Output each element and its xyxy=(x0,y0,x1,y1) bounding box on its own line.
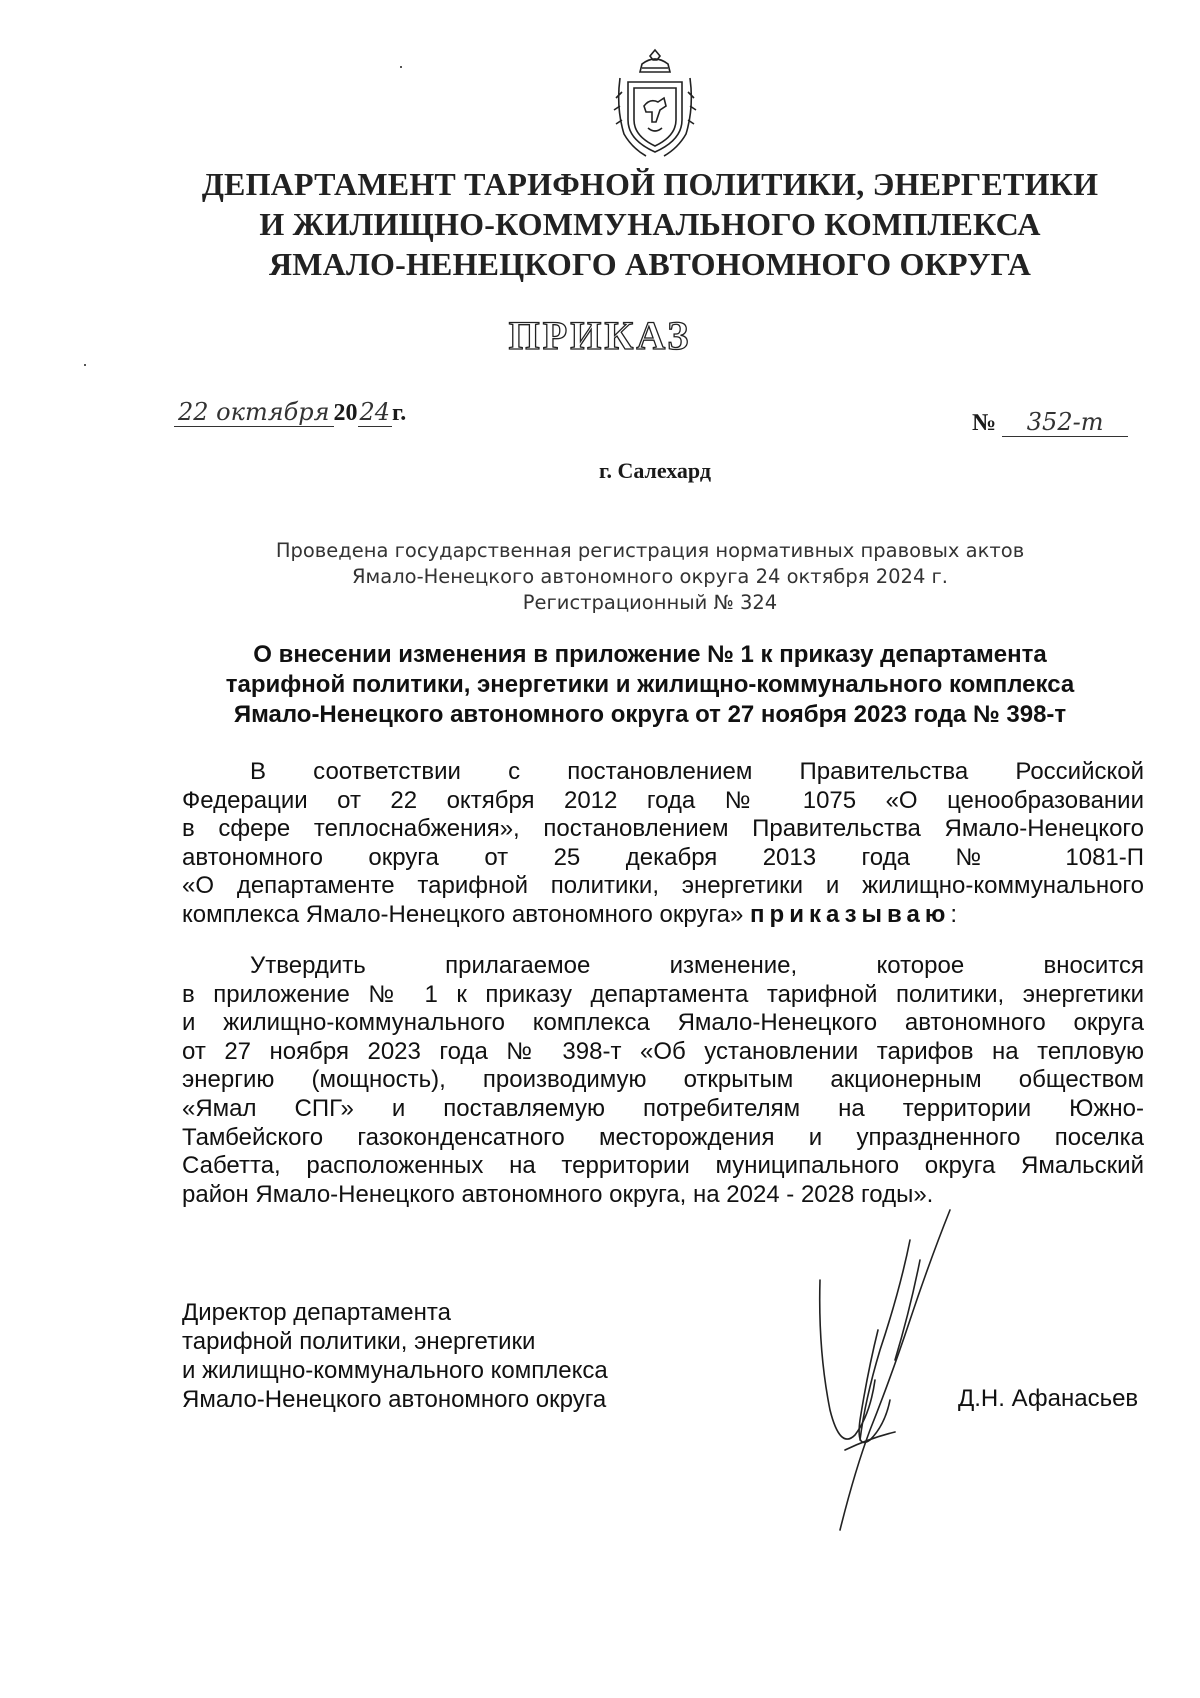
preamble-last-line xyxy=(182,901,1144,930)
body-paragraph xyxy=(182,952,1144,1209)
preamble-line: Федерации от 22 октября 2012 года № 1075 «О ценообразовании xyxy=(182,786,1144,814)
preamble-line: В соответствии с постановлением Правительства Российской xyxy=(250,758,1144,785)
preamble-line: автономного округа от 25 декабря 2013 года № 1081-П xyxy=(182,843,1144,871)
body-last-line: район Ямало-Ненецкого автономного округа, на 2024 - 2028 годы». xyxy=(182,1180,934,1208)
handwritten-number: 352-т xyxy=(1002,408,1128,437)
order-date xyxy=(174,398,406,427)
order-word: приказываю xyxy=(750,900,951,928)
preamble-paragraph xyxy=(182,758,1144,930)
preamble-line: «О департаменте тарифной политики, энергетики и жилищно-коммунального xyxy=(182,872,1144,900)
body-line: Сабетта, расположенных на территории муниципального округа Ямальский xyxy=(182,1152,1144,1180)
registration-line-3: Регистрационный № 324 xyxy=(522,591,778,614)
handwritten-date: 22 октября xyxy=(174,398,334,427)
year-prefix: 20 xyxy=(333,400,358,426)
signatory-name: Д.Н. Афанасьев xyxy=(958,1385,1139,1412)
scan-speck xyxy=(84,364,86,366)
order-number xyxy=(972,408,1128,437)
handwritten-year: 24 xyxy=(359,398,391,426)
body-line: Утвердить прилагаемое изменение, которое вносится xyxy=(250,952,1144,979)
position-line: Ямало-Ненецкого автономного округа xyxy=(182,1386,607,1413)
body-line: энергию (мощность), производимую открытым акционерным обществом xyxy=(182,1066,1144,1094)
body-line: Тамбейского газоконденсатного месторождения и упраздненного поселка xyxy=(182,1123,1144,1151)
position-line: тарифной политики, энергетики xyxy=(182,1328,536,1355)
signatory-position xyxy=(182,1298,608,1414)
document-type-title: ПРИКАЗ xyxy=(508,313,692,358)
subject-line-1: О внесении изменения в приложение № 1 к приказу департамента xyxy=(253,641,1047,668)
order-colon: : xyxy=(950,900,957,928)
body-line: и жилищно-коммунального комплекса Ямало-Ненецкого автономного округа xyxy=(182,1009,1144,1037)
handwritten-signature xyxy=(760,1200,960,1540)
coat-of-arms-icon xyxy=(612,48,698,160)
year-suffix: г. xyxy=(392,400,407,426)
preamble-line: комплекса Ямало-Ненецкого автономного округа» xyxy=(182,900,744,928)
city: г. Салехард xyxy=(598,458,712,483)
position-line: Директор департамента xyxy=(182,1299,451,1326)
preamble-line: в сфере теплоснабжения», постановлением Правительства Ямало-Ненецкого xyxy=(182,815,1144,843)
subject-line-3: Ямало-Ненецкого автономного округа от 27 ноября 2023 года № 398-т xyxy=(233,701,1067,728)
body-line: «Ямал СПГ» и поставляемую потребителям на территории Южно- xyxy=(182,1094,1144,1122)
registration-line-2: Ямало-Ненецкого автономного округа 24 октября 2024 г. xyxy=(351,565,948,588)
scan-speck xyxy=(400,66,402,68)
department-title-line-2: И ЖИЛИЩНО-КОММУНАЛЬНОГО КОМПЛЕКСА xyxy=(259,206,1041,242)
body-line: от 27 ноября 2023 года № 398-т «Об установлении тарифов на тепловую xyxy=(182,1037,1144,1065)
number-label: № xyxy=(972,410,997,436)
body-line: в приложение № 1 к приказу департамента тарифной политики, энергетики xyxy=(182,980,1144,1008)
department-title-line-1: ДЕПАРТАМЕНТ ТАРИФНОЙ ПОЛИТИКИ, ЭНЕРГЕТИКИ xyxy=(201,166,1099,202)
department-title-line-3: ЯМАЛО-НЕНЕЦКОГО АВТОНОМНОГО ОКРУГА xyxy=(268,246,1032,282)
registration-line-1: Проведена государственная регистрация нормативных правовых актов xyxy=(275,539,1025,562)
position-line: и жилищно-коммунального комплекса xyxy=(182,1357,608,1384)
subject-line-2: тарифной политики, энергетики и жилищно-коммунального комплекса xyxy=(225,671,1075,698)
